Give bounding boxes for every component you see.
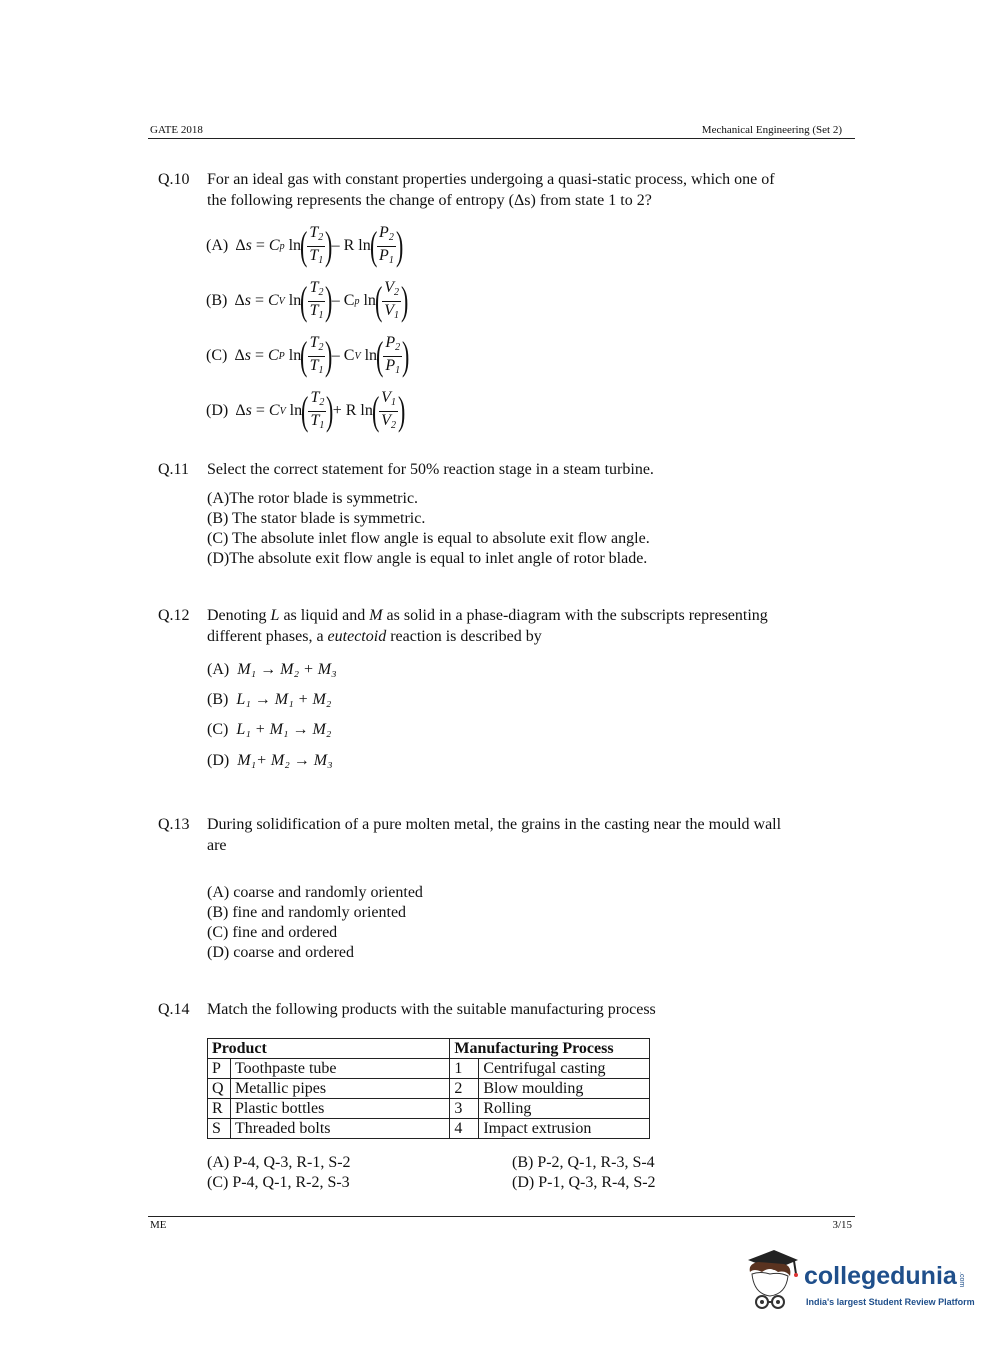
table-row: P Toothpaste tube 1 Centrifugal casting (208, 1059, 650, 1079)
option-13b[interactable]: (B) fine and randomly oriented (207, 904, 407, 921)
logo-tagline: India's largest Student Review Platform (806, 1297, 975, 1307)
option-11b[interactable]: (B) The stator blade is symmetric. (207, 510, 426, 527)
question-10 (158, 169, 858, 213)
option-14a[interactable]: (A) P-4, Q-3, R-1, S-2 (207, 1154, 351, 1171)
table-row: S Threaded bolts 4 Impact extrusion (208, 1119, 650, 1139)
question-13 (158, 814, 858, 858)
table-header-row (208, 1039, 650, 1059)
option-10b[interactable]: (B) Δ s = C V ln ( $\frac{T_2}{T_1}$ ) – C p ln ( $\frac{V_2}{V_1}$ ) (206, 278, 409, 323)
option-13a[interactable]: (A) coarse and randomly oriented (207, 884, 423, 901)
footer-rule (148, 1216, 855, 1217)
option-14d[interactable]: (D) P-1, Q-3, R-4, S-2 (512, 1174, 656, 1191)
question-text-line1: Denoting L as liquid and M as solid in a phase-diagram with the subscripts representing (207, 607, 768, 624)
question-14 (158, 999, 858, 1021)
question-text-line2: are (207, 837, 227, 854)
header-paper: Mechanical Engineering (Set 2) (701, 124, 842, 136)
option-11d[interactable]: (D)The absolute exit flow angle is equal to inlet angle of rotor blade. (207, 550, 648, 567)
option-11a[interactable]: (A)The rotor blade is symmetric. (207, 490, 419, 507)
question-number: Q.13 (158, 816, 190, 833)
question-text-line1: For an ideal gas with constant properties undergoing a quasi-static process, which one of (207, 171, 775, 188)
question-text: Match the following products with the suitable manufacturing process (207, 1001, 656, 1018)
question-number: Q.10 (158, 171, 190, 188)
header-rule (148, 138, 855, 139)
question-text-line2: different phases, a eutectoid reaction is described by (207, 628, 542, 645)
option-10c[interactable]: (C) Δ s = C P ln ( $\frac{T_2}{T_1}$ ) – C V ln ( $\frac{P_2}{P_1}$ ) (206, 333, 410, 378)
footer-code: ME (150, 1219, 167, 1231)
question-11 (158, 459, 858, 481)
question-text: Select the correct statement for 50% reaction stage in a steam turbine. (207, 461, 654, 478)
option-10d[interactable]: (D) Δ s = C V ln ( $\frac{T_2}{T_1}$ ) + R ln ( $\frac{V_1}{V_2}$ ) (206, 388, 406, 433)
option-13c[interactable]: (C) fine and ordered (207, 924, 338, 941)
header-process: Manufacturing Process (450, 1039, 650, 1059)
option-12c[interactable]: (C) L₁ + M₁ → M₂ (207, 721, 332, 738)
question-text-line2: the following represents the change of entropy (Δs) from state 1 to 2? (207, 192, 652, 209)
option-14b[interactable]: (B) P-2, Q-1, R-3, S-4 (512, 1154, 655, 1171)
table-row: R Plastic bottles 3 Rolling (208, 1099, 650, 1119)
option-10a[interactable]: (A) Δ s = C p ln ( $\frac{T_2}{T_1}$ ) – R ln ( $\frac{P_2}{P_1}$ ) (206, 223, 404, 268)
question-number: Q.14 (158, 1001, 190, 1018)
option-11c[interactable]: (C) The absolute inlet flow angle is equal to absolute exit flow angle. (207, 530, 650, 547)
option-14c[interactable]: (C) P-4, Q-1, R-2, S-3 (207, 1174, 350, 1191)
match-table (207, 1038, 650, 1139)
option-12a[interactable]: (A) M₁ → M₂ + M₃ (207, 661, 337, 678)
table-row: Q Metallic pipes 2 Blow moulding (208, 1079, 650, 1099)
question-text-line1: During solidification of a pure molten metal, the grains in the casting near the mould wall (207, 816, 782, 833)
option-12b[interactable]: (B) L₁ → M₁ + M₂ (207, 691, 332, 708)
option-12d[interactable]: (D) M₁+ M₂ → M₃ (207, 752, 333, 769)
option-13d[interactable]: (D) coarse and ordered (207, 944, 355, 961)
logo-wordmark: collegedunia (804, 1262, 957, 1290)
header-exam: GATE 2018 (150, 124, 203, 136)
collegedunia-mascot-icon (740, 1248, 802, 1312)
question-number: Q.12 (158, 607, 190, 624)
question-number: Q.11 (158, 461, 189, 478)
header-product: Product (208, 1039, 450, 1059)
logo-com: .com (958, 1272, 965, 1288)
question-12 (158, 605, 858, 649)
page-number: 3/15 (832, 1219, 852, 1231)
